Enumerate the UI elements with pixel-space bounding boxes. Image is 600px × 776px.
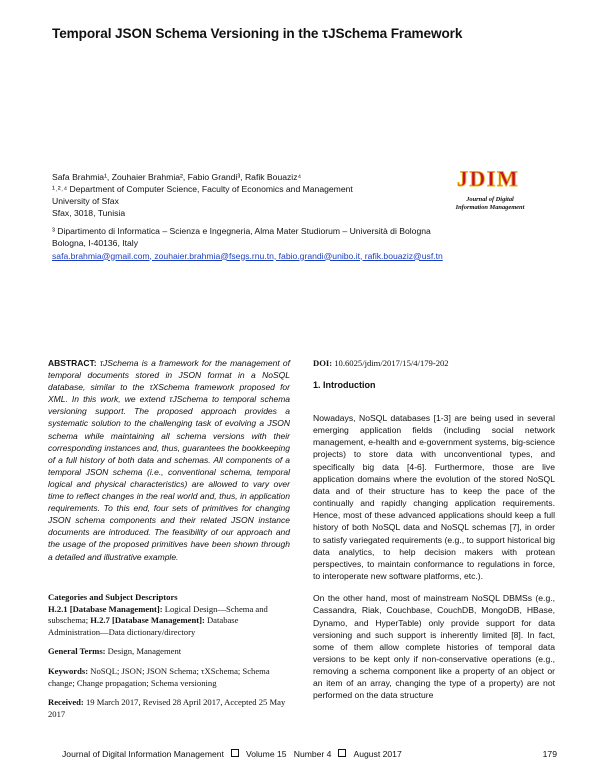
introduction-heading: 1. Introduction [313,380,376,390]
author-names: Safa Brahmia¹, Zouhaier Brahmia², Fabio Grandi³, Rafik Bouaziz⁴ [52,172,302,182]
logo-caption-line-1: Journal of Digital [466,196,514,203]
footer-volume: Volume 15 [245,749,287,759]
square-bullet-icon [338,749,346,757]
introduction-column [313,357,555,702]
footer-date: August 2017 [353,749,402,759]
general-terms [48,646,290,658]
journal-logo [452,167,528,223]
journal-logo-caption [452,196,528,212]
paper-title: Temporal JSON Schema Versioning in the τJSchema Framework [52,26,463,41]
general-terms-text: Design, Management [105,646,182,657]
logo-caption-line-2: Information Management [455,204,525,211]
received-label: Received: [48,697,84,708]
category-h21-code: H.2.1 [Database Management]: [48,603,163,614]
affiliation-1-line-1: ¹˒²˒⁴ Department of Computer Science, Faculty of Economics and Management [52,184,353,195]
footer-journal: Journal of Digital Information Management [62,749,224,759]
received-dates [48,697,290,720]
footer-number: Number 4 [293,749,332,759]
square-bullet-icon [231,749,239,757]
page-number: 179 [542,749,557,759]
affiliation-2-line-1: ³ Dipartimento di Informatica – Scienza e Ingegneria, Alma Mater Studiorum – Università di Bologna [52,226,431,237]
jdim-logo-icon [456,167,524,191]
abstract [48,357,290,563]
author-emails[interactable]: safa.brahmia@gmail.com, zouhaier.brahmia@fsegs.rnu.tn, fabio.grandi@unibo.it, rafik.bouaziz@usf.tn [52,250,443,261]
doi-label: DOI: [313,358,333,368]
introduction-paragraph-1: Nowadays, NoSQL databases [1-3] are being used in several emerging application fields (including social network management, e-health and e-government systems, big-science projects) to store data with unconventional types, and specifically big data [4-6]. Furthermore, those are live application domains where the evolution of the stored NoSQL data and of their structure has to keep the pace of the continually and rapidly changing application requirements. Hence, most of these advanced applications should keep a full history of both NoSQL data and NoSQL schemas [7], in order to satisfy variegated requirements (e.g., to support historical big data analytics, to help decision makers with protean perspectives, to maintain conformance to regulations in force, to interoperate new software platforms, etc.). [313,413,555,582]
keywords-label: Keywords: [48,665,89,676]
keywords [48,666,290,689]
general-terms-label: General Terms: [48,646,106,657]
abstract-label: ABSTRACT: [48,358,97,368]
page-footer [62,749,557,759]
introduction-paragraph-2: On the other hand, most of mainstream NoSQL DBMSs (e.g., Cassandra, Riak, Couchbase, CouchDB, MongoDB, HBase, Dynamo, and HyperTable) only provide support for data versioning and such support is inherently limited [8]. In fact, some of them allow complete histories of temporal data versions to be kept only if non-conservative operations (e.g., removing a schema component like a property of an object or an item of an array, changing the type of a property) are not performed on the data structure [313,593,555,701]
abstract-text: τJSchema is a framework for the management of temporal documents stored in JSON format in a NoSQL database, similar to the τXSchema framework proposed for XML. In this work, we extend τJSchema to temporal schema versioning support. The proposed approach provides a systematic solution to the challenging task of evolving a JSON schema while maintaining all schema versions with their corresponding instances and, thus, guarantees the bookkeeping of a full history of both data and schemas. All components of a temporal JSON schema (i.e., conventional schema, temporal logical and physical characteristics) are allowed to vary over time to reflect changes in the real world and, thus, in application requirements. To this end, four sets of primitives for changing JSON schema components and their related JSON instance documents are introduced. The feasibility of our approach and the usage of the proposed primitives have been shown through a detailed and illustrative example. [48,358,290,562]
category-h27-code: H.2.7 [Database Management]: [90,615,205,626]
categories-heading: Categories and Subject Descriptors [48,592,178,602]
categories-section [48,592,290,638]
affiliation-2-line-2: Bologna, I-40136, Italy [52,238,138,249]
author-block [52,171,472,262]
affiliation-1-line-3: Sfax, 3018, Tunisia [52,208,126,219]
received-text: 19 March 2017, Revised 28 April 2017, Accepted 25 May 2017 [48,697,286,719]
metadata-block [48,592,290,728]
doi [313,357,555,369]
category-h27-text: Database Administration—Data dictionary/directory [48,615,239,637]
doi-value[interactable]: 10.6025/jdim/2017/15/4/179-202 [332,358,449,368]
category-h21-text: Logical Design—Schema and subschema; [48,603,268,626]
affiliation-1-line-2: University of Sfax [52,196,119,207]
keywords-text: NoSQL; JSON; JSON Schema; τXSchema; Schema change; Change propagation; Schema versioning [48,665,270,688]
jdim-logo-text: JDIM [457,167,520,191]
